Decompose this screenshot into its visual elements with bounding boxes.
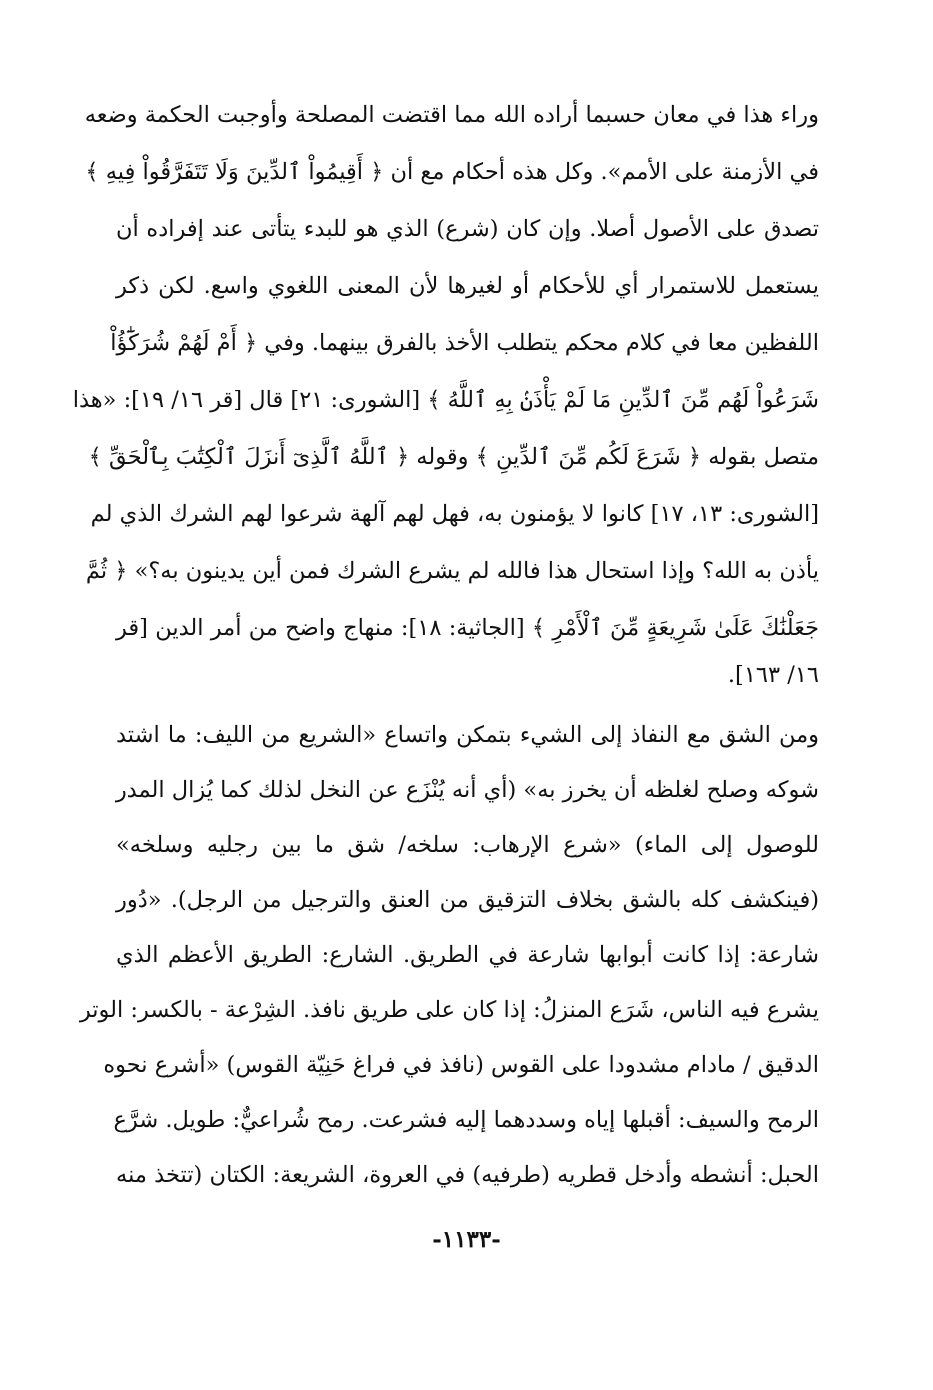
page-number: -١١٣٣- bbox=[432, 1226, 501, 1253]
text-line: للوصول إلى الماء) «شرع الإرهاب: سلخه/ شق ما بين رجليه وسلخه» bbox=[116, 832, 819, 858]
text-line: يشرع فيه الناس، شَرَع المنزلُ: إذا كان على طريق نافذ. الشِرْعة - بالكسر: الوتر bbox=[79, 997, 819, 1023]
text-line: متصل بقوله ﴿ شَرَعَ لَكُم مِّنَ ٱلدِّينِ ﴾ وقوله ﴿ ٱللَّهُ ٱلَّذِىٓ أَنزَلَ ٱلْكِتَٰبَ بِٱلْحَقِّ ﴾ bbox=[88, 444, 819, 470]
text-line: يأذن به الله؟ وإذا استحال هذا فالله لم يشرع الشرك فمن أين يدينون به؟» ﴿ ثُمَّ bbox=[85, 558, 819, 584]
text-line: تصدق على الأصول أصلا. وإن كان (شرع) الذي هو للبدء يتأتى عند إفراده أن bbox=[116, 216, 819, 242]
text-line: اللفظين معا في كلام محكم يتطلب الأخذ بالفرق بينهما. وفي ﴿ أَمْ لَهُمْ شُرَكَٰٓؤُاْ bbox=[110, 330, 819, 356]
paragraph-2 bbox=[79, 706, 819, 1226]
text-line: شارعة: إذا كانت أبوابها شارعة في الطريق. الشارع: الطريق الأعظم الذي bbox=[116, 942, 819, 968]
text-line: الدقيق / مادام مشدودا على القوس (نافذ في فراغ حَنِيّة القوس) «أشرع نحوه bbox=[103, 1052, 819, 1078]
text-line: (فينكشف كله بالشق بخلاف التزقيق من العنق والترجيل من الرجل). «دُور bbox=[116, 887, 819, 913]
text-line: وراء هذا في معان حسبما أراده الله مما اقتضت المصلحة وأوجبت الحكمة وضعه bbox=[84, 102, 819, 128]
text-line: في الأزمنة على الأمم». وكل هذه أحكام مع أن ﴿ أَقِيمُواْ ٱلدِّينَ وَلَا تَتَفَرَّقُواْ فِيهِ ﴾ bbox=[85, 159, 819, 185]
text-line: ١٦/ ١٦٣]. bbox=[727, 662, 819, 688]
text-line: الحبل: أنشطه وأدخل قطريه (طرفيه) في العروة، الشريعة: الكتان (تتخذ منه bbox=[116, 1162, 819, 1188]
text-line: شَرَعُواْ لَهُم مِّنَ ٱلدِّينِ مَا لَمْ يَأْذَنۢ بِهِ ٱللَّهُ ﴾ [الشورى: ٢١] قال [قر ١٦/ ١٩]: «هذا bbox=[72, 387, 819, 413]
text-line: جَعَلْنَٰكَ عَلَىٰ شَرِيعَةٍ مِّنَ ٱلْأَمْرِ ﴾ [الجاثية: ١٨]: منهاج واضح من أمر الدين [قر bbox=[116, 615, 819, 641]
text-line: [الشورى: ١٣، ١٧] كانوا لا يؤمنون به، فهل لهم آلهة شرعوا لهم الشرك الذي لم bbox=[90, 501, 819, 527]
paragraph-1 bbox=[72, 86, 819, 706]
text-line: ومن الشق مع النفاذ إلى الشيء بتمكن واتساع «الشريع من الليف: ما اشتد bbox=[116, 722, 819, 748]
text-line: الرمح والسيف: أقبلها إياه وسددهما إليه فشرعت. رمح شُراعيٌّ: طويل. شرَّع bbox=[113, 1107, 819, 1133]
text-line: شوكه وصلح لغلظه أن يخرز به» (أي أنه يُنْزَع عن النخل لذلك كما يُزال المدر bbox=[115, 777, 819, 803]
text-line: يستعمل للاستمرار أي للأحكام أو لغيرها لأن المعنى اللغوي واسع. لكن ذكر bbox=[116, 273, 819, 299]
